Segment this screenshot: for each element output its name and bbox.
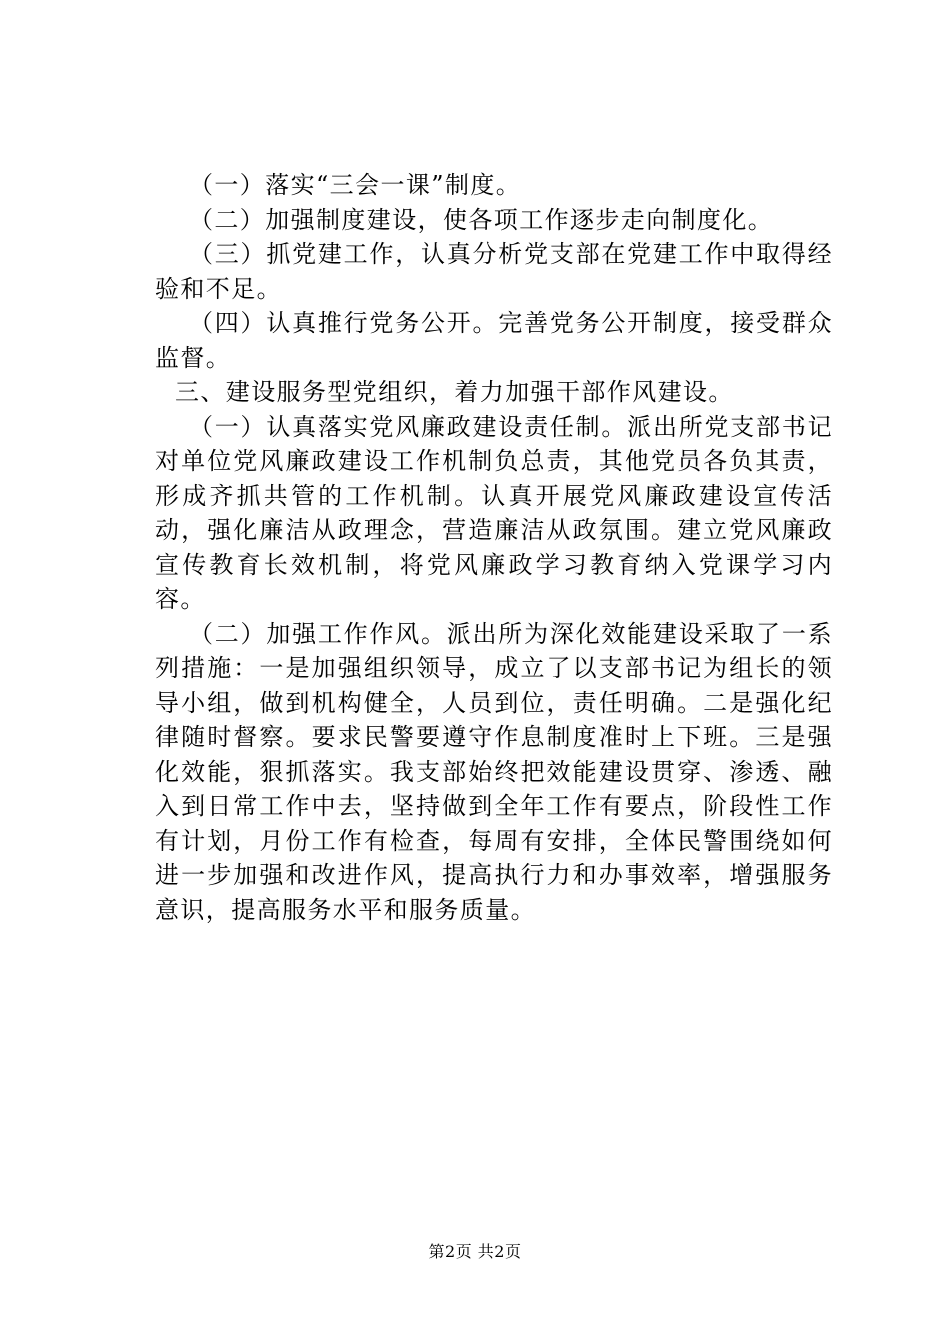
paragraph-6: （二）加强工作作风。派出所为深化效能建设采取了一系列措施：一是加强组织领导，成立了以支部书记为组长的领导小组，做到机构健全，人员到位，责任明确。二是强化纪律随时督察。要求民警要遵守作息制度准时上下班。三是强化效能，狠抓落实。我支部始终把效能建设贯穿、渗透、融入到日常工作中去，坚持做到全年工作有要点，阶段性工作有计划，月份工作有检查，每周有安排，全体民警围绕如何进一步加强和改进作风，提高执行力和办事效率，增强服务意识，提高服务水平和服务质量。 (155, 619, 833, 924)
page-footer: 第2页 共2页 (428, 1242, 522, 1261)
document-body (155, 168, 833, 927)
paragraph-4: （四）认真推行党务公开。完善党务公开制度，接受群众监督。 (155, 309, 833, 372)
paragraph-2: （二）加强制度建设，使各项工作逐步走向制度化。 (189, 205, 774, 234)
paragraph-1: （一）落实“三会一课”制度。 (189, 171, 522, 199)
paragraph-3: （三）抓党建工作，认真分析党支部在党建工作中取得经验和不足。 (155, 240, 833, 303)
paragraph-5: （一）认真落实党风廉政建设责任制。派出所党支部书记对单位党风廉政建设工作机制负总责，其他党员各负其责，形成齐抓共管的工作机制。认真开展党风廉政建设宣传活动，强化廉洁从政理念，营造廉洁从政氛围。建立党风廉政宣传教育长效机制，将党风廉政学习教育纳入党课学习内容。 (155, 412, 833, 613)
section-heading-3: 三、建设服务型党组织，着力加强干部作风建设。 (175, 378, 734, 406)
